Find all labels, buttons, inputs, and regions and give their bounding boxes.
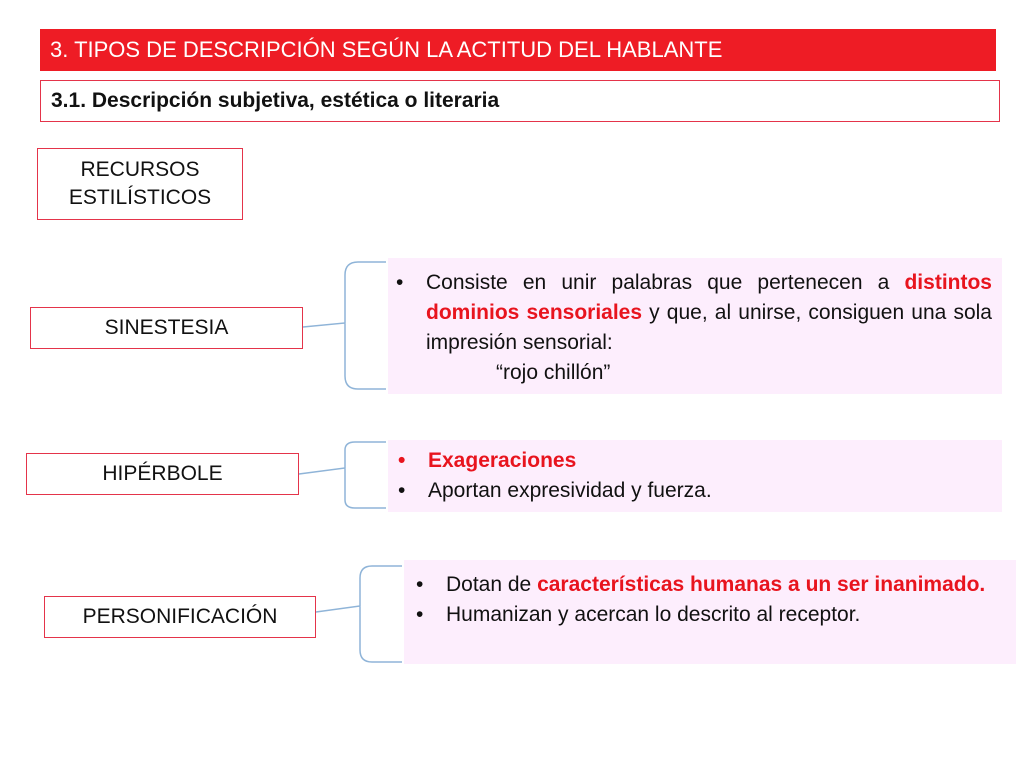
sinestesia-text-part2: y que, al unirse, consiguen una sola impresión sensorial: — [426, 301, 992, 354]
recursos-line-1: RECURSOS — [80, 158, 200, 181]
sinestesia-text — [426, 268, 992, 388]
personificacion-label-box — [44, 596, 316, 638]
personificacion-highlight: características humanas a un ser inanimado. — [537, 573, 986, 596]
hiperbole-panel — [388, 440, 1002, 512]
bullet-icon: • — [396, 271, 404, 294]
sinestesia-item — [396, 268, 992, 388]
personificacion-label: PERSONIFICACIÓN — [82, 605, 278, 628]
hiperbole-item-1 — [398, 446, 992, 476]
slide-subtitle: 3.1. Descripción subjetiva, estética o literaria — [40, 80, 1000, 122]
recursos-line-2: ESTILÍSTICOS — [68, 186, 212, 209]
bullet-icon: • — [398, 479, 406, 502]
personificacion-text-part1: Dotan de — [446, 573, 532, 596]
personificacion-panel — [404, 560, 1016, 664]
hiperbole-bracket — [299, 442, 386, 508]
hiperbole-item-1-text: Exageraciones — [428, 449, 577, 472]
sinestesia-text-part1: Consiste en unir palabras que pertenecen a — [426, 271, 890, 294]
personificacion-item-1-text — [446, 570, 1010, 600]
personificacion-bracket — [316, 566, 402, 662]
sinestesia-highlight: distintos dominios sensoriales — [426, 271, 992, 324]
bullet-icon: • — [398, 449, 406, 472]
sinestesia-example: “rojo chillón” — [496, 361, 611, 384]
sinestesia-label: SINESTESIA — [104, 316, 229, 339]
sinestesia-panel — [388, 258, 1002, 394]
sinestesia-label-box — [30, 307, 303, 349]
slide-title: 3. TIPOS DE DESCRIPCIÓN SEGÚN LA ACTITUD DEL HABLANTE — [40, 29, 996, 71]
hiperbole-label-box — [26, 453, 299, 495]
bullet-icon: • — [416, 573, 424, 596]
hiperbole-item-2-text: Aportan expresividad y fuerza. — [428, 479, 712, 502]
hiperbole-item-2 — [398, 476, 992, 506]
sinestesia-bracket — [303, 262, 386, 389]
bullet-icon: • — [416, 603, 424, 626]
personificacion-item-2-text: Humanizan y acercan lo descrito al receptor. — [446, 603, 861, 626]
hiperbole-list — [398, 446, 992, 506]
personificacion-item-1 — [416, 570, 1010, 600]
personificacion-item-2 — [416, 600, 1010, 630]
personificacion-list — [416, 570, 1010, 630]
hiperbole-label: HIPÉRBOLE — [102, 462, 223, 485]
sinestesia-list — [396, 268, 992, 388]
